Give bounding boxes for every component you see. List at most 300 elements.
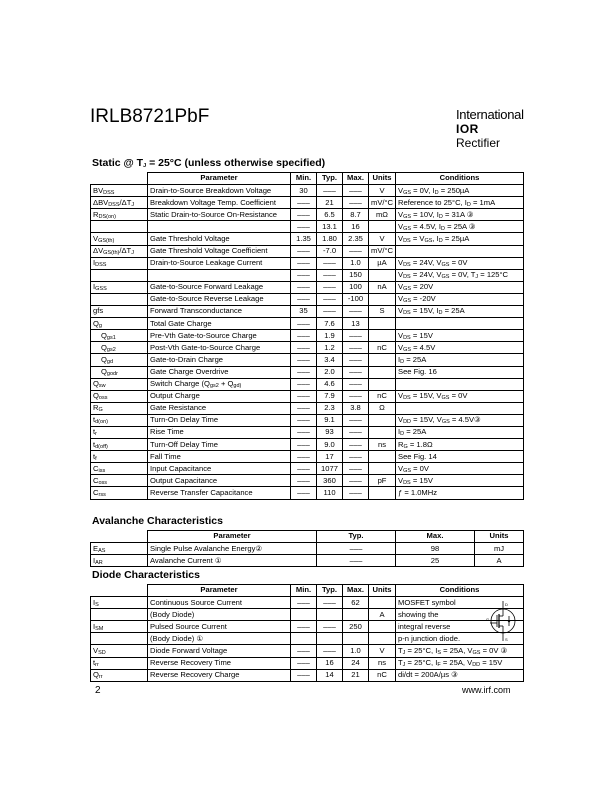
units-cell: ns [369, 657, 396, 669]
symbol-cell: $Q_{oss}$ [91, 390, 148, 402]
max-cell: ––– [343, 342, 369, 354]
symbol-cell: $I_{DSS}$ [91, 257, 148, 269]
typ-cell: ––– [317, 269, 343, 281]
table-row [91, 269, 524, 281]
col-header: Min. [291, 173, 317, 185]
conditions-cell [396, 318, 524, 330]
typ-cell: 21 [317, 197, 343, 209]
col-header: Max. [396, 531, 475, 543]
parameter-cell: Continuous Source Current [148, 597, 291, 609]
symbol-cell: $I_{GSS}$ [91, 281, 148, 293]
symbol-cell [91, 293, 148, 305]
parameter-cell: Output Capacitance [148, 475, 291, 487]
max-cell: 1.0 [343, 645, 369, 657]
units-cell: mV/°C [369, 245, 396, 257]
table-row [91, 245, 524, 257]
parameter-cell: Pre-Vth Gate-to-Source Charge [148, 330, 291, 342]
typ-cell: ––– [317, 597, 343, 609]
min-cell: ––– [291, 621, 317, 633]
table-row [91, 402, 524, 414]
conditions-cell: $V_{DS} = V_{GS}$, $I_D = 25\mu A$ [396, 233, 524, 245]
max-cell: ––– [343, 475, 369, 487]
min-cell: 1.35 [291, 233, 317, 245]
max-cell: ––– [343, 185, 369, 197]
table-row [91, 609, 524, 621]
conditions-cell: $V_{GS} = 0V$, $I_D = 250\mu A$ [396, 185, 524, 197]
col-header: Parameter [148, 585, 291, 597]
typ-cell: 1077 [317, 463, 343, 475]
units-cell: nC [369, 390, 396, 402]
avalanche-heading: Avalanche Characteristics [92, 515, 223, 527]
mosfet-d-label: D [505, 602, 508, 607]
max-cell: 150 [343, 269, 369, 281]
col-header: Min. [291, 585, 317, 597]
col-header: Max. [343, 585, 369, 597]
conditions-cell: Reference to 25°C, $I_D = 1mA$ [396, 197, 524, 209]
conditions-cell: di/dt = 200A/µs ③ [396, 669, 524, 681]
logo-ior: IOR [456, 122, 479, 136]
static-heading: Static @ $T_J = 25^\circ C$ (unless otherwise specified) [92, 157, 326, 169]
typ-cell: ––– [317, 543, 396, 555]
max-cell: ––– [343, 306, 369, 318]
table-row [91, 354, 524, 366]
conditions-cell: $V_{GS} = 20V$ [396, 281, 524, 293]
table-row [91, 221, 524, 233]
min-cell: ––– [291, 463, 317, 475]
min-cell: ––– [291, 402, 317, 414]
units-cell: S [369, 306, 396, 318]
table-row [91, 378, 524, 390]
max-cell: 98 [396, 543, 475, 555]
conditions-cell: $V_{DS} = 15V$ [396, 475, 524, 487]
max-cell: ––– [343, 330, 369, 342]
typ-cell: 7.9 [317, 390, 343, 402]
max-cell: -100 [343, 293, 369, 305]
min-cell: ––– [291, 414, 317, 426]
units-cell [369, 330, 396, 342]
parameter-cell: Diode Forward Voltage [148, 645, 291, 657]
typ-cell: 3.4 [317, 354, 343, 366]
typ-cell: -7.0 [317, 245, 343, 257]
units-cell: mV/°C [369, 197, 396, 209]
units-cell [369, 269, 396, 281]
typ-cell: 4.6 [317, 378, 343, 390]
max-cell: 62 [343, 597, 369, 609]
typ-cell: 17 [317, 451, 343, 463]
units-cell: A [369, 609, 396, 621]
units-cell [369, 221, 396, 233]
table-row [91, 669, 524, 681]
table-row [91, 463, 524, 475]
min-cell: ––– [291, 221, 317, 233]
typ-cell: ––– [317, 621, 343, 633]
parameter-cell: Drain-to-Source Leakage Current [148, 257, 291, 269]
max-cell: ––– [343, 197, 369, 209]
symbol-cell: $I_S$ [91, 597, 148, 609]
symbol-cell: $t_f$ [91, 451, 148, 463]
conditions-cell: $V_{DS} = 15V$ [396, 330, 524, 342]
parameter-cell: Fall Time [148, 451, 291, 463]
parameter-cell: Output Charge [148, 390, 291, 402]
conditions-cell: $V_{DS} = 24V$, $V_{GS} = 0V$ [396, 257, 524, 269]
conditions-cell: $V_{DS} = 15V$, $I_D = 25A$ [396, 306, 524, 318]
table-row [91, 645, 524, 657]
symbol-cell: $t_{rr}$ [91, 657, 148, 669]
diode-characteristics-table [90, 584, 524, 682]
parameter-cell: Gate Threshold Voltage [148, 233, 291, 245]
max-cell: ––– [343, 390, 369, 402]
symbol-cell: $C_{oss}$ [91, 475, 148, 487]
parameter-cell [148, 221, 291, 233]
table-row [91, 390, 524, 402]
min-cell: 30 [291, 185, 317, 197]
typ-cell: 16 [317, 657, 343, 669]
table-row [91, 257, 524, 269]
typ-cell: 6.5 [317, 209, 343, 221]
conditions-cell: See Fig. 14 [396, 451, 524, 463]
min-cell: ––– [291, 269, 317, 281]
typ-cell: 14 [317, 669, 343, 681]
symbol-cell [91, 609, 148, 621]
conditions-cell: $V_{GS} = 10V$, $I_D = 31A$ ③ [396, 209, 524, 221]
table-row [91, 543, 524, 555]
parameter-cell: Rise Time [148, 426, 291, 438]
units-cell: V [369, 233, 396, 245]
units-cell: mΩ [369, 209, 396, 221]
typ-cell: 13.1 [317, 221, 343, 233]
typ-cell: ––– [317, 281, 343, 293]
col-header: Max. [343, 173, 369, 185]
typ-cell: 1.2 [317, 342, 343, 354]
units-cell: Ω [369, 402, 396, 414]
table-row [91, 330, 524, 342]
symbol-cell: $V_{GS(th)}$ [91, 233, 148, 245]
min-cell: ––– [291, 439, 317, 451]
min-cell: ––– [291, 487, 317, 499]
static-characteristics-table [90, 172, 524, 500]
max-cell: 8.7 [343, 209, 369, 221]
max-cell: ––– [343, 451, 369, 463]
min-cell: ––– [291, 330, 317, 342]
table-row [91, 475, 524, 487]
company-logo [456, 108, 526, 150]
parameter-cell: Gate-to-Source Forward Leakage [148, 281, 291, 293]
table-row [91, 342, 524, 354]
typ-cell: ––– [317, 293, 343, 305]
parameter-cell: Pulsed Source Current [148, 621, 291, 633]
symbol-cell: $I_{AR}$ [91, 555, 148, 567]
conditions-cell: $V_{DS} = 15V$, $V_{GS} = 0V$ [396, 390, 524, 402]
table-row [91, 555, 524, 567]
min-cell: ––– [291, 209, 317, 221]
mosfet-symbol-icon [485, 599, 521, 643]
units-cell: mJ [475, 543, 524, 555]
max-cell: 16 [343, 221, 369, 233]
units-cell [369, 487, 396, 499]
units-cell [369, 414, 396, 426]
symbol-cell [91, 221, 148, 233]
col-header: Conditions [396, 173, 524, 185]
conditions-cell: $T_J = 25^\circ C$, $I_F = 25A$, $V_{DD} = 15V$ [396, 657, 524, 669]
parameter-cell: Reverse Recovery Charge [148, 669, 291, 681]
conditions-cell [396, 402, 524, 414]
symbol-cell: $Q_{gs2}$ [91, 342, 148, 354]
typ-cell: 360 [317, 475, 343, 487]
col-header: Typ. [317, 585, 343, 597]
table-row [91, 366, 524, 378]
conditions-cell: MOSFET symbol [396, 597, 524, 609]
max-cell: ––– [343, 426, 369, 438]
conditions-cell: $V_{GS} = 0V$ [396, 463, 524, 475]
units-cell: A [475, 555, 524, 567]
max-cell: ––– [343, 414, 369, 426]
max-cell: 24 [343, 657, 369, 669]
parameter-cell: Post-Vth Gate-to-Source Charge [148, 342, 291, 354]
units-cell: V [369, 645, 396, 657]
min-cell: ––– [291, 293, 317, 305]
max-cell: 100 [343, 281, 369, 293]
parameter-cell: Turn-On Delay Time [148, 414, 291, 426]
units-cell [369, 426, 396, 438]
symbol-cell: $E_{AS}$ [91, 543, 148, 555]
symbol-cell: $Q_{rr}$ [91, 669, 148, 681]
symbol-cell: gfs [91, 306, 148, 318]
units-cell [369, 463, 396, 475]
min-cell: ––– [291, 366, 317, 378]
conditions-cell: integral reverse [396, 621, 524, 633]
symbol-cell: $t_{d(off)}$ [91, 439, 148, 451]
col-header: Units [369, 173, 396, 185]
units-cell: nA [369, 281, 396, 293]
symbol-cell: $BV_{DSS}$ [91, 185, 148, 197]
conditions-cell: See Fig. 16 [396, 366, 524, 378]
col-header: Parameter [148, 531, 317, 543]
parameter-cell: Gate Resistance [148, 402, 291, 414]
parameter-cell: Static Drain-to-Source On-Resistance [148, 209, 291, 221]
conditions-cell: $T_J = 25^\circ C$, $I_S = 25A$, $V_{GS} = 0V$ ③ [396, 645, 524, 657]
max-cell: ––– [343, 439, 369, 451]
col-header: Typ. [317, 531, 396, 543]
table-row [91, 306, 524, 318]
min-cell: ––– [291, 657, 317, 669]
max-cell: 1.0 [343, 257, 369, 269]
min-cell: ––– [291, 197, 317, 209]
min-cell: ––– [291, 318, 317, 330]
max-cell: ––– [343, 463, 369, 475]
conditions-cell: $V_{GS} = 4.5V$ [396, 342, 524, 354]
avalanche-table [90, 530, 524, 567]
parameter-cell: Forward Transconductance [148, 306, 291, 318]
symbol-cell: $C_{iss}$ [91, 463, 148, 475]
symbol-cell: $C_{rss}$ [91, 487, 148, 499]
symbol-cell: $\Delta BV_{DSS}/\Delta T_J$ [91, 197, 148, 209]
table-row [91, 414, 524, 426]
parameter-cell: Input Capacitance [148, 463, 291, 475]
table-row [91, 487, 524, 499]
page-number: 2 [95, 685, 101, 696]
units-cell [369, 293, 396, 305]
units-cell: V [369, 185, 396, 197]
parameter-cell: Reverse Recovery Time [148, 657, 291, 669]
typ-cell [317, 609, 343, 621]
min-cell: ––– [291, 257, 317, 269]
max-cell [343, 633, 369, 645]
max-cell [343, 609, 369, 621]
min-cell: ––– [291, 245, 317, 257]
max-cell: 13 [343, 318, 369, 330]
col-header: Parameter [148, 173, 291, 185]
symbol-cell: $Q_{godr}$ [91, 366, 148, 378]
max-cell: 250 [343, 621, 369, 633]
symbol-cell: $t_{d(on)}$ [91, 414, 148, 426]
max-cell: ––– [343, 245, 369, 257]
typ-cell: ––– [317, 645, 343, 657]
table-row [91, 233, 524, 245]
symbol-cell: $Q_{gs1}$ [91, 330, 148, 342]
table-row [91, 209, 524, 221]
symbol-cell: $t_r$ [91, 426, 148, 438]
conditions-cell: ƒ = 1.0MHz [396, 487, 524, 499]
col-header: Conditions [396, 585, 524, 597]
parameter-cell: Gate Threshold Voltage Coefficient [148, 245, 291, 257]
part-number-title: IRLB8721PbF [90, 106, 210, 127]
max-cell: 2.35 [343, 233, 369, 245]
conditions-cell: $V_{GS} = -20V$ [396, 293, 524, 305]
typ-cell: 110 [317, 487, 343, 499]
typ-cell: 2.3 [317, 402, 343, 414]
units-cell [369, 354, 396, 366]
typ-cell: ––– [317, 257, 343, 269]
symbol-cell: $I_{SM}$ [91, 621, 148, 633]
parameter-cell: (Body Diode) [148, 609, 291, 621]
parameter-cell: Drain-to-Source Breakdown Voltage [148, 185, 291, 197]
table-row [91, 318, 524, 330]
col-header: Units [475, 531, 524, 543]
max-cell: 3.8 [343, 402, 369, 414]
min-cell: ––– [291, 281, 317, 293]
table-row [91, 657, 524, 669]
table-row [91, 197, 524, 209]
units-cell [369, 597, 396, 609]
units-cell: ns [369, 439, 396, 451]
min-cell: ––– [291, 669, 317, 681]
typ-cell [317, 633, 343, 645]
symbol-cell: $V_{SD}$ [91, 645, 148, 657]
units-cell: µA [369, 257, 396, 269]
parameter-cell: Turn-Off Delay Time [148, 439, 291, 451]
typ-cell: 93 [317, 426, 343, 438]
col-header: Typ. [317, 173, 343, 185]
parameter-cell: Avalanche Current ① [148, 555, 317, 567]
logo-rectifier: Rectifier [456, 136, 501, 150]
units-cell [369, 633, 396, 645]
symbol-cell: $R_G$ [91, 402, 148, 414]
typ-cell: 9.0 [317, 439, 343, 451]
parameter-cell: Gate-to-Source Reverse Leakage [148, 293, 291, 305]
parameter-cell [148, 269, 291, 281]
conditions-cell [396, 245, 524, 257]
parameter-cell: (Body Diode) ① [148, 633, 291, 645]
table-row [91, 633, 524, 645]
units-cell: pF [369, 475, 396, 487]
parameter-cell: Breakdown Voltage Temp. Coefficient [148, 197, 291, 209]
typ-cell: 1.9 [317, 330, 343, 342]
symbol-cell [91, 633, 148, 645]
table-row [91, 426, 524, 438]
symbol-cell: $R_{DS(on)}$ [91, 209, 148, 221]
typ-cell: 1.80 [317, 233, 343, 245]
table-row [91, 439, 524, 451]
table-row [91, 185, 524, 197]
col-header: Units [369, 585, 396, 597]
conditions-cell: $I_D = 25A$ [396, 426, 524, 438]
typ-cell: 2.0 [317, 366, 343, 378]
conditions-cell: $R_G = 1.8\Omega$ [396, 439, 524, 451]
typ-cell: ––– [317, 306, 343, 318]
parameter-cell: Single Pulse Avalanche Energy② [148, 543, 317, 555]
min-cell: ––– [291, 342, 317, 354]
symbol-cell [91, 269, 148, 281]
footer-url[interactable]: www.irf.com [462, 685, 511, 695]
parameter-cell: Switch Charge ($Q_{gs2} + Q_{gd)}$ [148, 378, 291, 390]
conditions-cell: $V_{DS} = 24V$, $V_{GS} = 0V$, $T_J = 125^\circ C$ [396, 269, 524, 281]
parameter-cell: Total Gate Charge [148, 318, 291, 330]
logo-international: International [456, 107, 524, 122]
min-cell: ––– [291, 451, 317, 463]
parameter-cell: Reverse Transfer Capacitance [148, 487, 291, 499]
min-cell: ––– [291, 645, 317, 657]
typ-cell: ––– [317, 555, 396, 567]
conditions-cell [396, 378, 524, 390]
min-cell: 35 [291, 306, 317, 318]
min-cell: ––– [291, 597, 317, 609]
max-cell: 25 [396, 555, 475, 567]
units-cell [369, 366, 396, 378]
min-cell: ––– [291, 354, 317, 366]
min-cell [291, 609, 317, 621]
table-row [91, 281, 524, 293]
diode-heading: Diode Characteristics [92, 569, 200, 581]
conditions-cell: $V_{DD} = 15V$, $V_{GS}$ = 4.5V③ [396, 414, 524, 426]
conditions-cell: showing the [396, 609, 524, 621]
conditions-cell: $V_{GS} = 4.5V$, $I_D = 25A$ ③ [396, 221, 524, 233]
max-cell: 21 [343, 669, 369, 681]
max-cell: ––– [343, 366, 369, 378]
max-cell: ––– [343, 354, 369, 366]
units-cell [369, 318, 396, 330]
table-row [91, 621, 524, 633]
mosfet-g-label: G [486, 617, 490, 622]
table-row [91, 597, 524, 609]
parameter-cell: Gate-to-Drain Charge [148, 354, 291, 366]
min-cell: ––– [291, 378, 317, 390]
symbol-cell: $Q_{gd}$ [91, 354, 148, 366]
units-cell: nC [369, 342, 396, 354]
typ-cell: ––– [317, 185, 343, 197]
symbol-cell: $\Delta V_{GS(th)}/\Delta T_J$ [91, 245, 148, 257]
parameter-cell: Gate Charge Overdrive [148, 366, 291, 378]
conditions-cell: $I_D = 25A$ [396, 354, 524, 366]
table-row [91, 451, 524, 463]
typ-cell: 9.1 [317, 414, 343, 426]
units-cell [369, 378, 396, 390]
min-cell: ––– [291, 475, 317, 487]
max-cell: ––– [343, 487, 369, 499]
symbol-cell: $Q_{sw}$ [91, 378, 148, 390]
conditions-cell: p-n junction diode. [396, 633, 524, 645]
units-cell [369, 451, 396, 463]
min-cell [291, 633, 317, 645]
